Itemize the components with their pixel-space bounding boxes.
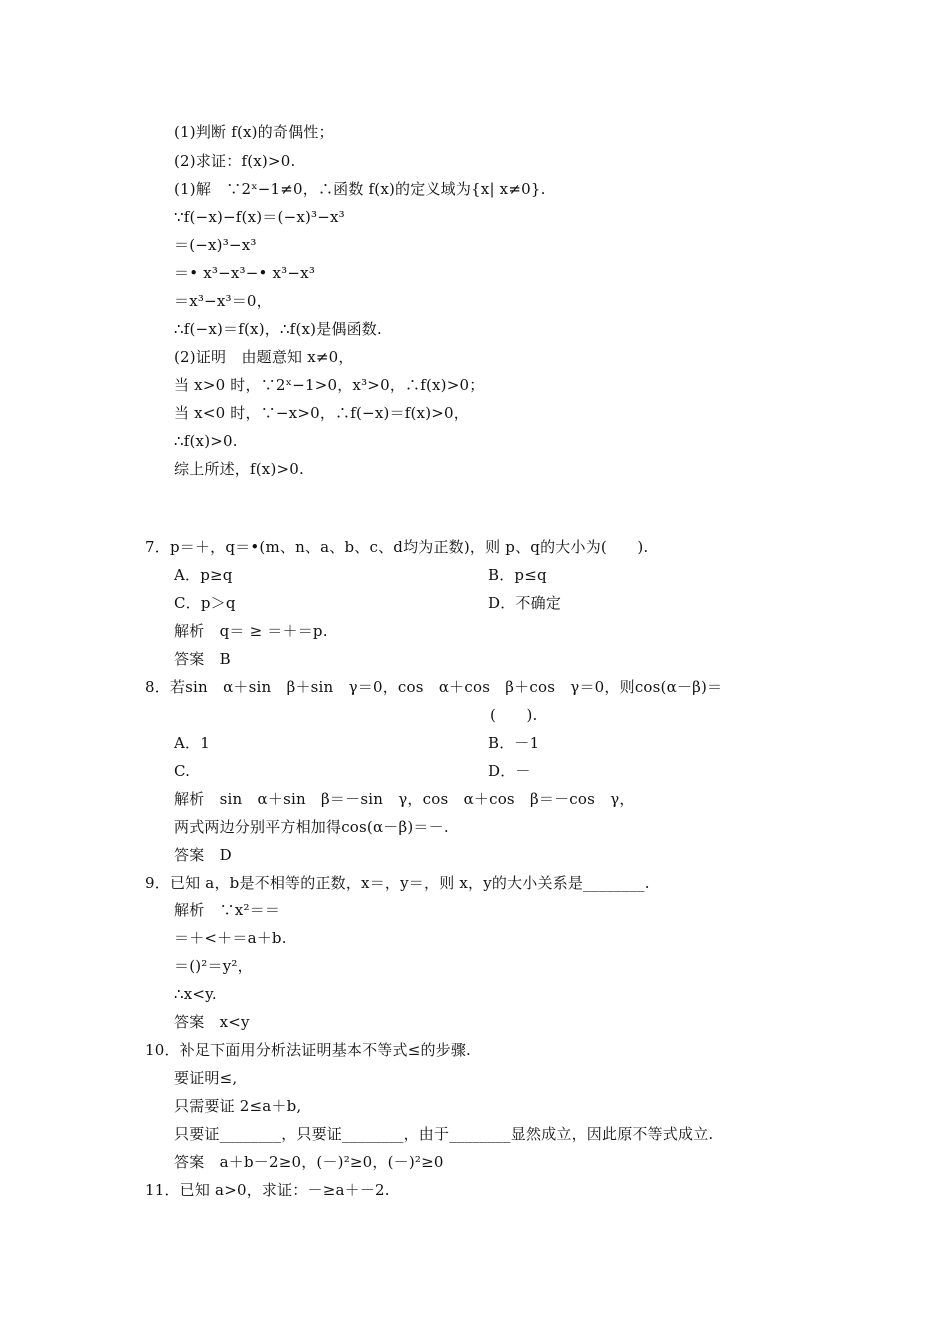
answer: 答案 D [174,846,232,864]
answer: 答案 a＋b－2≥0，(－)²≥0，(－)²≥0 [174,1153,444,1171]
text-line: ∴x<y. [174,985,217,1003]
text-line: ＝• x³−x³−• x³−x³ [174,264,316,282]
text-line: 要证明≤, [174,1069,238,1087]
text-line: 只需要证 2≤a＋b, [174,1097,302,1115]
text-line: 综上所述，f(x)>0. [174,460,304,478]
question-7: 7．p＝＋，q＝•(m、n、a、b、c、d均为正数)，则 p、q的大小为( ). [145,538,649,556]
text-line: ∴f(−x)＝f(x)，∴f(x)是偶函数. [174,320,382,338]
question-9: 9．已知 a，b是不相等的正数，x＝，y＝，则 x，y的大小关系是________. [145,874,650,892]
option-d: D．不确定 [488,594,562,612]
text-line: (1)解 ∵2ˣ−1≠0，∴函数 f(x)的定义域为{x| x≠0}. [174,180,546,198]
text-line: ∵f(−x)−f(x)＝(−x)³−x³ [174,208,345,226]
text-line: ∴f(x)>0. [174,432,238,450]
text-line: ＝＋<＋＝a＋b. [174,929,287,947]
text-line: (1)判断 f(x)的奇偶性； [174,123,334,141]
answer: 答案 B [174,650,231,668]
analysis: 解析 ∵x²＝＝ [174,901,281,919]
option-b: B．－1 [488,734,540,752]
text-line: 当 x>0 时，∵2ˣ−1>0，x³>0，∴f(x)>0； [174,376,485,394]
question-8-blank: ( ). [490,706,538,724]
text-line: (2)证明 由题意知 x≠0， [174,348,354,366]
text-line: 只要证________，只要证________，由于________显然成立，因此原不等式成立. [174,1125,714,1143]
text-line: 两式两边分别平方相加得cos(α－β)＝－. [174,818,449,836]
text-line: (2)求证：f(x)>0. [174,152,296,170]
question-10: 10．补足下面用分析法证明基本不等式≤的步骤. [145,1041,472,1059]
text-line: ＝(−x)³−x³ [174,236,257,254]
option-a: A．1 [174,734,210,752]
option-d: D．－ [488,762,531,780]
analysis: 解析 sin α＋sin β＝－sin γ，cos α＋cos β＝－cos γ， [174,790,635,808]
text-line: ＝x³−x³＝0， [174,292,272,310]
question-11: 11．已知 a>0，求证：－≥a＋－2. [145,1181,390,1199]
text-line: 当 x<0 时，∵−x>0，∴f(−x)＝f(x)>0， [174,404,469,422]
question-8: 8．若sin α＋sin β＋sin γ＝0，cos α＋cos β＋cos γ＝0，则cos(α－β)＝ [145,678,723,696]
option-c: C. [174,762,191,780]
option-a: A．p≥q [174,566,233,584]
option-b: B．p≤q [488,566,547,584]
answer: 答案 x<y [174,1013,250,1031]
option-c: C．p＞q [174,594,236,612]
analysis: 解析 q＝ ≥ ＝＋＝p. [174,622,328,640]
text-line: ＝()²＝y²， [174,957,253,975]
